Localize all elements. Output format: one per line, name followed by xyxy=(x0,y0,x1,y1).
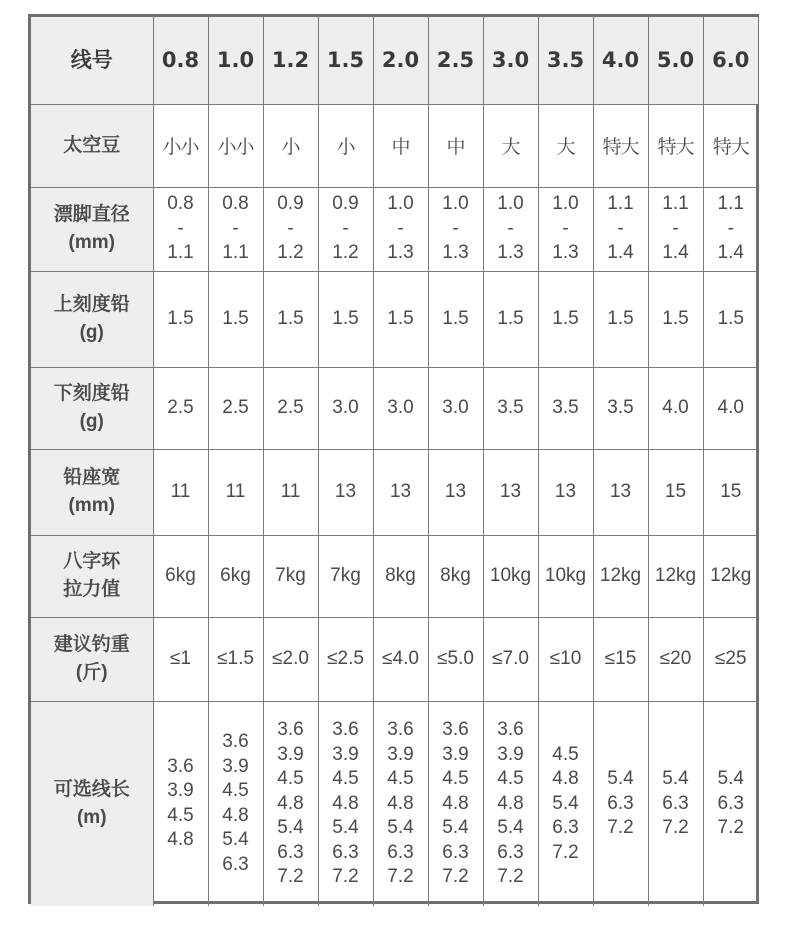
table-cell: 3.5 xyxy=(593,367,648,449)
row-header-label-line: 下刻度铅 xyxy=(53,383,130,405)
table-cell: 2.5 xyxy=(208,367,263,449)
cell-value-line: - xyxy=(342,217,349,239)
cell-value-line: 3.9 xyxy=(497,743,524,765)
column-header-line-number: 3.0 xyxy=(483,17,538,104)
cell-value-line: 0.8 xyxy=(222,192,249,214)
table-cell: 12kg xyxy=(703,535,758,617)
cell-value-line: 7.2 xyxy=(332,866,359,887)
table-cell xyxy=(263,187,318,271)
cell-value-line: 3.6 xyxy=(332,719,359,740)
cell-value-line: 4.8 xyxy=(277,792,304,814)
cell-value-line: 0.9 xyxy=(277,192,304,214)
row-header-lower-sinker xyxy=(31,367,153,449)
row-header-recommended-fish-weight xyxy=(31,617,153,701)
table-cell: ≤7.0 xyxy=(483,617,538,701)
cell-value-line: 7.2 xyxy=(717,817,744,838)
table-row-sinker-seat-width xyxy=(31,449,758,535)
cell-value-line: 6.3 xyxy=(717,792,744,814)
table-cell: 11 xyxy=(153,449,208,535)
cell-value-line: - xyxy=(397,217,404,239)
table-cell: ≤2.0 xyxy=(263,617,318,701)
table-cell: 特大 xyxy=(593,104,648,187)
row-header-label-line: (m) xyxy=(76,806,107,828)
table-cell: 小小 xyxy=(208,104,263,187)
row-header-label-line: (g) xyxy=(79,411,104,432)
table-cell xyxy=(428,701,483,906)
cell-value-line: 4.8 xyxy=(442,792,469,814)
table-cell: 1.5 xyxy=(153,271,208,367)
cell-value-line: 1.0 xyxy=(442,192,469,214)
cell-value-line: 7.2 xyxy=(552,841,579,863)
row-header-line-length-options xyxy=(31,701,153,906)
table-cell xyxy=(373,187,428,271)
row-header-label-line: (斤) xyxy=(75,662,108,683)
cell-value-line: 3.6 xyxy=(167,755,194,777)
table-cell xyxy=(593,187,648,271)
cell-value-line: - xyxy=(672,217,679,239)
cell-value-line: 3.9 xyxy=(277,743,304,765)
table-cell: 3.5 xyxy=(538,367,593,449)
table-cell: ≤10 xyxy=(538,617,593,701)
cell-value-line: 7.2 xyxy=(277,866,304,887)
table-row-line-length-options xyxy=(31,701,758,906)
cell-value-line: 5.4 xyxy=(277,817,304,838)
cell-value-line: - xyxy=(617,217,624,239)
table-cell: 特大 xyxy=(703,104,758,187)
cell-value-line: - xyxy=(562,217,569,239)
table-cell xyxy=(153,187,208,271)
cell-value-line: 3.6 xyxy=(387,719,414,740)
row-header-upper-sinker xyxy=(31,271,153,367)
table-cell: 2.5 xyxy=(153,367,208,449)
row-header-label-line: 拉力值 xyxy=(63,579,121,600)
cell-value-line: 3.9 xyxy=(222,755,249,777)
cell-value-line: 4.5 xyxy=(332,768,359,789)
table-cell: ≤4.0 xyxy=(373,617,428,701)
table-row-float-stem-diameter xyxy=(31,187,758,271)
cell-value-line: 6.3 xyxy=(387,841,414,863)
cell-value-line: 6.3 xyxy=(552,817,579,838)
cell-value-line: 4.5 xyxy=(497,768,524,789)
row-header-sinker-seat-width xyxy=(31,449,153,535)
table-cell: 4.0 xyxy=(703,367,758,449)
table-cell xyxy=(648,187,703,271)
cell-value-line: 6.3 xyxy=(332,841,359,863)
table-cell xyxy=(318,187,373,271)
table-cell: ≤15 xyxy=(593,617,648,701)
table-cell: 13 xyxy=(483,449,538,535)
cell-value-line: 3.6 xyxy=(277,719,304,740)
table-cell xyxy=(318,701,373,906)
cell-value-line: 4.5 xyxy=(442,768,469,789)
table-cell: 7kg xyxy=(318,535,373,617)
table-cell: 3.0 xyxy=(373,367,428,449)
cell-value-line: 1.1 xyxy=(607,192,634,214)
cell-value-line: 1.1 xyxy=(717,192,744,214)
cell-value-line: 4.8 xyxy=(552,768,579,789)
cell-value-line: 1.1 xyxy=(662,192,689,214)
cell-value-line: 4.8 xyxy=(167,829,194,851)
table-cell xyxy=(593,701,648,906)
cell-value-line: 4.5 xyxy=(387,768,414,789)
cell-value-line: 3.9 xyxy=(442,743,469,765)
table-cell: ≤1 xyxy=(153,617,208,701)
table-cell: 6kg xyxy=(153,535,208,617)
cell-value-line: 6.3 xyxy=(222,853,249,875)
table-cell xyxy=(373,701,428,906)
row-header-label-line: 八字环 xyxy=(63,551,121,573)
column-header-line-number: 3.5 xyxy=(538,17,593,104)
cell-value-line: 5.4 xyxy=(717,768,744,789)
table-cell xyxy=(263,701,318,906)
table-row-lower-sinker xyxy=(31,367,758,449)
table-cell: 13 xyxy=(593,449,648,535)
cell-value-line: 3.6 xyxy=(497,719,524,740)
cell-value-line: 5.4 xyxy=(332,817,359,838)
cell-value-line: - xyxy=(452,217,459,239)
table-cell: 6kg xyxy=(208,535,263,617)
table-cell: ≤25 xyxy=(703,617,758,701)
cell-value-line: - xyxy=(727,217,734,239)
table-cell: 13 xyxy=(428,449,483,535)
cell-value-line: 5.4 xyxy=(662,768,689,789)
table-cell: ≤2.5 xyxy=(318,617,373,701)
table-cell: 1.5 xyxy=(703,271,758,367)
table-cell: 12kg xyxy=(648,535,703,617)
cell-value-line: 0.9 xyxy=(332,192,359,214)
cell-value-line: 3.6 xyxy=(442,719,469,740)
cell-value-line: 3.9 xyxy=(167,780,194,802)
table-cell: 11 xyxy=(208,449,263,535)
table-cell: 12kg xyxy=(593,535,648,617)
cell-value-line: 6.3 xyxy=(442,841,469,863)
table-row-upper-sinker xyxy=(31,271,758,367)
cell-value-line: 7.2 xyxy=(662,817,689,838)
table-cell xyxy=(428,187,483,271)
row-header-label-line: 建议钓重 xyxy=(53,634,130,656)
cell-value-line: 7.2 xyxy=(607,817,634,838)
table-row-recommended-fish-weight xyxy=(31,617,758,701)
table-cell: 7kg xyxy=(263,535,318,617)
cell-value-line: 4.8 xyxy=(387,792,414,814)
table-cell xyxy=(703,187,758,271)
cell-value-line: 4.8 xyxy=(497,792,524,814)
cell-value-line: 1.4 xyxy=(717,242,744,264)
cell-value-line: 4.5 xyxy=(552,743,579,765)
row-header-label-line: 铅座宽 xyxy=(63,467,121,489)
cell-value-line: 7.2 xyxy=(497,866,524,887)
cell-value-line: - xyxy=(177,217,184,239)
table-cell: 1.5 xyxy=(538,271,593,367)
spec-table xyxy=(31,17,758,906)
table-cell: 中 xyxy=(428,104,483,187)
column-header-line-number: 2.5 xyxy=(428,17,483,104)
cell-value-line: 4.5 xyxy=(222,780,249,802)
column-header-line-number: 1.0 xyxy=(208,17,263,104)
cell-value-line: 6.3 xyxy=(277,841,304,863)
table-cell: ≤1.5 xyxy=(208,617,263,701)
table-cell: 1.5 xyxy=(208,271,263,367)
table-cell: 13 xyxy=(318,449,373,535)
cell-value-line: 4.8 xyxy=(222,804,249,826)
row-header-swivel-strength xyxy=(31,535,153,617)
cell-value-line: 1.3 xyxy=(442,242,469,264)
cell-value-line: 6.3 xyxy=(662,792,689,814)
table-cell xyxy=(648,701,703,906)
cell-value-line: 1.3 xyxy=(387,242,414,264)
row-header-float-stem-diameter xyxy=(31,187,153,271)
table-cell: 3.0 xyxy=(428,367,483,449)
column-header-line-number: 4.0 xyxy=(593,17,648,104)
row-header-label-line: 可选线长 xyxy=(53,779,130,801)
cell-value-line: 1.3 xyxy=(552,242,579,264)
cell-value-line: 1.0 xyxy=(497,192,524,214)
cell-value-line: 1.4 xyxy=(662,242,689,264)
table-cell: 8kg xyxy=(428,535,483,617)
table-cell: 15 xyxy=(703,449,758,535)
column-header-line-number: 0.8 xyxy=(153,17,208,104)
column-header-line-number: 6.0 xyxy=(703,17,758,104)
table-cell: 3.5 xyxy=(483,367,538,449)
table-cell: 2.5 xyxy=(263,367,318,449)
table-cell: 大 xyxy=(538,104,593,187)
table-cell: 1.5 xyxy=(648,271,703,367)
table-row-space-bean xyxy=(31,104,758,187)
table-cell xyxy=(208,187,263,271)
cell-value-line: 1.4 xyxy=(607,242,634,264)
table-cell: 13 xyxy=(538,449,593,535)
row-header-line-number: 线号 xyxy=(31,17,153,104)
cell-value-line: 3.9 xyxy=(387,743,414,765)
cell-value-line: 1.1 xyxy=(222,242,249,264)
cell-value-line: 5.4 xyxy=(607,768,634,789)
cell-value-line: 7.2 xyxy=(387,866,414,887)
cell-value-line: 5.4 xyxy=(552,792,579,814)
table-cell: 4.0 xyxy=(648,367,703,449)
cell-value-line: 3.6 xyxy=(222,731,249,753)
table-cell: 1.5 xyxy=(483,271,538,367)
table-cell: 15 xyxy=(648,449,703,535)
cell-value-line: 4.5 xyxy=(167,804,194,826)
table-cell: 大 xyxy=(483,104,538,187)
table-cell: 1.5 xyxy=(318,271,373,367)
column-header-line-number: 1.2 xyxy=(263,17,318,104)
column-header-line-number: 5.0 xyxy=(648,17,703,104)
row-header-label-line: 漂脚直径 xyxy=(53,204,130,226)
cell-value-line: - xyxy=(507,217,514,239)
table-cell xyxy=(153,701,208,906)
table-cell: 11 xyxy=(263,449,318,535)
row-header-label-line: (g) xyxy=(79,322,104,343)
cell-value-line: 0.8 xyxy=(167,192,194,214)
table-cell: 1.5 xyxy=(593,271,648,367)
cell-value-line: 1.3 xyxy=(497,242,524,264)
cell-value-line: 4.8 xyxy=(332,792,359,814)
table-cell: 特大 xyxy=(648,104,703,187)
table-cell: 3.0 xyxy=(318,367,373,449)
row-header-space-bean xyxy=(31,104,153,187)
table-cell: 小 xyxy=(263,104,318,187)
table-cell: ≤20 xyxy=(648,617,703,701)
cell-value-line: 6.3 xyxy=(607,792,634,814)
column-header-line-number: 1.5 xyxy=(318,17,373,104)
row-header-label-line: (mm) xyxy=(68,232,115,253)
table-cell: 1.5 xyxy=(428,271,483,367)
table-cell xyxy=(483,187,538,271)
table-cell: ≤5.0 xyxy=(428,617,483,701)
cell-value-line: 1.2 xyxy=(277,242,304,264)
table-cell: 10kg xyxy=(538,535,593,617)
cell-value-line: 5.4 xyxy=(222,829,249,851)
cell-value-line: 5.4 xyxy=(387,817,414,838)
cell-value-line: 6.3 xyxy=(497,841,524,863)
row-header-label-line: (mm) xyxy=(68,495,115,516)
cell-value-line: 3.9 xyxy=(332,743,359,765)
cell-value-line: 5.4 xyxy=(497,817,524,838)
cell-value-line: 4.5 xyxy=(277,768,304,789)
table-cell: 小小 xyxy=(153,104,208,187)
table-cell xyxy=(538,187,593,271)
row-header-label-line: 上刻度铅 xyxy=(53,294,130,316)
cell-value-line: - xyxy=(232,217,239,239)
spec-table-frame xyxy=(28,14,759,904)
cell-value-line: - xyxy=(287,217,294,239)
table-header-row xyxy=(31,17,758,104)
table-cell: 10kg xyxy=(483,535,538,617)
table-cell xyxy=(703,701,758,906)
column-header-line-number: 2.0 xyxy=(373,17,428,104)
cell-value-line: 1.1 xyxy=(167,242,194,264)
table-cell xyxy=(483,701,538,906)
cell-value-line: 5.4 xyxy=(442,817,469,838)
table-cell: 1.5 xyxy=(263,271,318,367)
table-cell xyxy=(208,701,263,906)
spec-table-body xyxy=(31,17,758,906)
table-cell: 中 xyxy=(373,104,428,187)
table-cell: 1.5 xyxy=(373,271,428,367)
table-cell xyxy=(538,701,593,906)
cell-value-line: 7.2 xyxy=(442,866,469,887)
table-cell: 13 xyxy=(373,449,428,535)
cell-value-line: 1.0 xyxy=(387,192,414,214)
table-row-swivel-strength xyxy=(31,535,758,617)
table-cell: 小 xyxy=(318,104,373,187)
table-cell: 8kg xyxy=(373,535,428,617)
row-header-label-line: 太空豆 xyxy=(63,134,121,156)
cell-value-line: 1.0 xyxy=(552,192,579,214)
cell-value-line: 1.2 xyxy=(332,242,359,264)
